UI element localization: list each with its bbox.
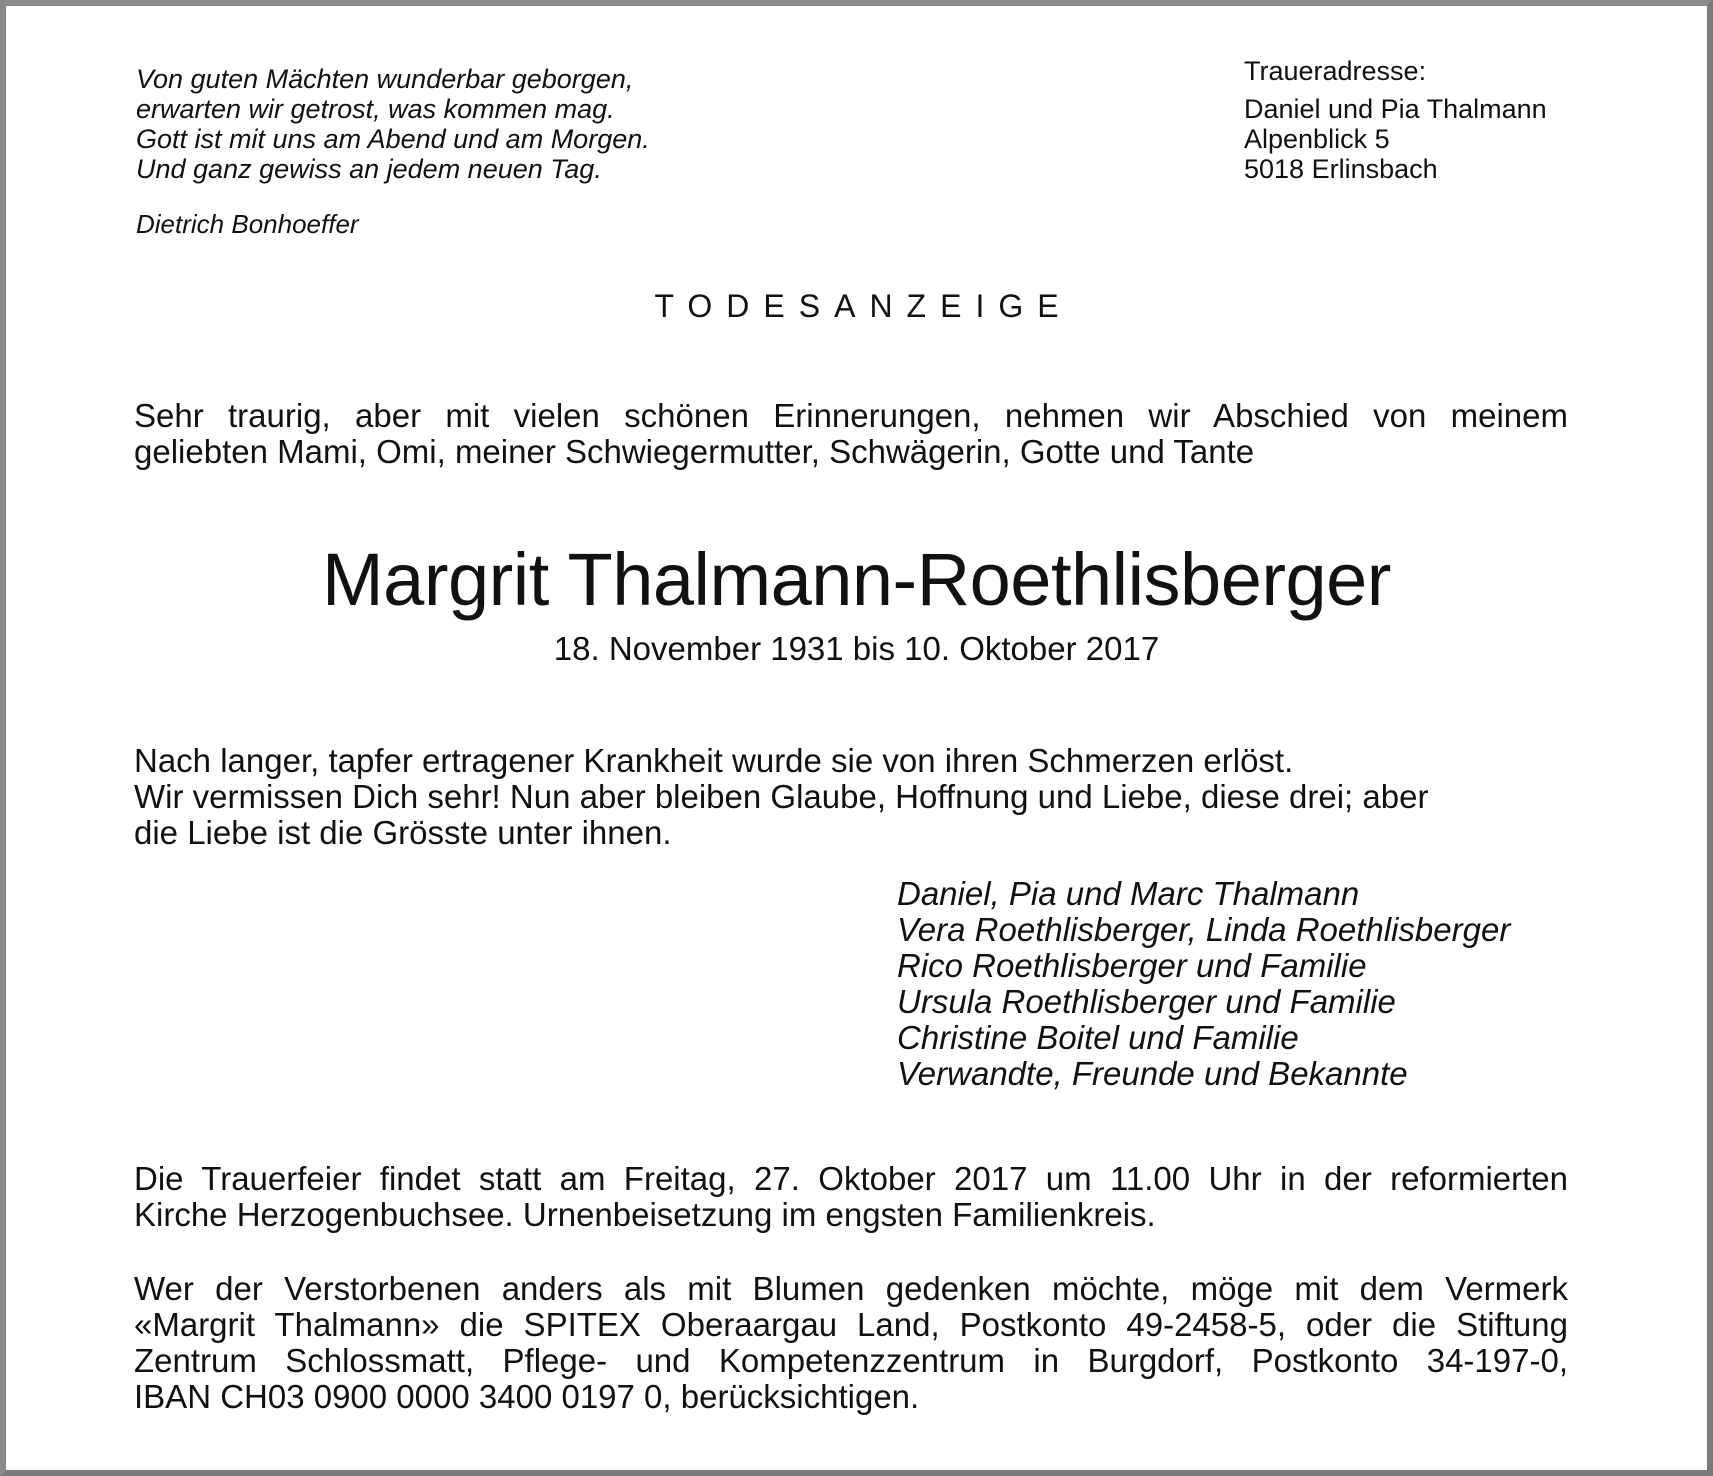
- message-paragraph: [134, 743, 1574, 851]
- poem-line: Gott ist mit uns am Abend und am Morgen.: [136, 124, 650, 154]
- address-line: Daniel und Pia Thalmann: [1244, 94, 1547, 124]
- poem-line: Und ganz gewiss an jedem neuen Tag.: [136, 154, 602, 184]
- poem-line: erwarten wir getrost, was kommen mag.: [136, 94, 615, 124]
- poem-line: Von guten Mächten wunderbar geborgen,: [136, 64, 634, 94]
- address-line: Alpenblick 5: [1244, 124, 1390, 154]
- life-dates: 18. November 1931 bis 10. Oktober 2017: [553, 630, 1160, 667]
- donation-line: Wer der Verstorbenen anders als mit Blumen gedenken möchte, möge mit dem Vermerk: [134, 1270, 1568, 1307]
- mourners-list: [897, 876, 1577, 1092]
- mourner-entry: Ursula Roethlisberger und Familie: [897, 983, 1396, 1020]
- poem-author: Dietrich Bonhoeffer: [136, 209, 359, 239]
- page-title: TODESANZEIGE: [654, 288, 1073, 324]
- message-line: die Liebe ist die Grösste unter ihnen.: [134, 814, 672, 851]
- service-paragraph: [134, 1161, 1568, 1233]
- deceased-name: Margrit Thalmann-Roethlisberger: [322, 538, 1391, 621]
- service-line: Kirche Herzogenbuchsee. Urnenbeisetzung im engsten Familienkreis.: [134, 1196, 1156, 1233]
- mourner-entry: Christine Boitel und Familie: [897, 1019, 1299, 1056]
- intro-line: Sehr traurig, aber mit vielen schönen Erinnerungen, nehmen wir Abschied von meinem: [134, 397, 1568, 434]
- mourning-address: [1244, 56, 1547, 184]
- address-line: 5018 Erlinsbach: [1244, 154, 1438, 184]
- donation-line: «Margrit Thalmann» die SPITEX Oberaargau Land, Postkonto 49-2458-5, oder die Stiftung: [134, 1306, 1568, 1343]
- donation-paragraph: [134, 1271, 1568, 1415]
- message-line: Nach langer, tapfer ertragener Krankheit wurde sie von ihren Schmerzen erlöst.: [134, 742, 1294, 779]
- intro-line: geliebten Mami, Omi, meiner Schwiegermutter, Schwägerin, Gotte und Tante: [134, 433, 1255, 470]
- mourner-entry: Rico Roethlisberger und Familie: [897, 947, 1367, 984]
- message-line: Wir vermissen Dich sehr! Nun aber bleiben Glaube, Hoffnung und Liebe, diese drei; aber: [134, 778, 1429, 815]
- mourner-entry: Daniel, Pia und Marc Thalmann: [897, 875, 1360, 912]
- intro-paragraph: [134, 398, 1568, 470]
- mourner-entry: Verwandte, Freunde und Bekannte: [897, 1055, 1408, 1092]
- donation-line: IBAN CH03 0900 0000 3400 0197 0, berücksichtigen.: [134, 1378, 920, 1415]
- address-label: Traueradresse:: [1244, 56, 1427, 86]
- service-line: Die Trauerfeier findet statt am Freitag, 27. Oktober 2017 um 11.00 Uhr in der reformierten: [134, 1160, 1568, 1197]
- donation-line: Zentrum Schlossmatt, Pflege- und Kompetenzzentrum in Burgdorf, Postkonto 34-197-0,: [134, 1342, 1568, 1379]
- poem-block: [136, 64, 756, 184]
- mourner-entry: Vera Roethlisberger, Linda Roethlisberger: [897, 911, 1511, 948]
